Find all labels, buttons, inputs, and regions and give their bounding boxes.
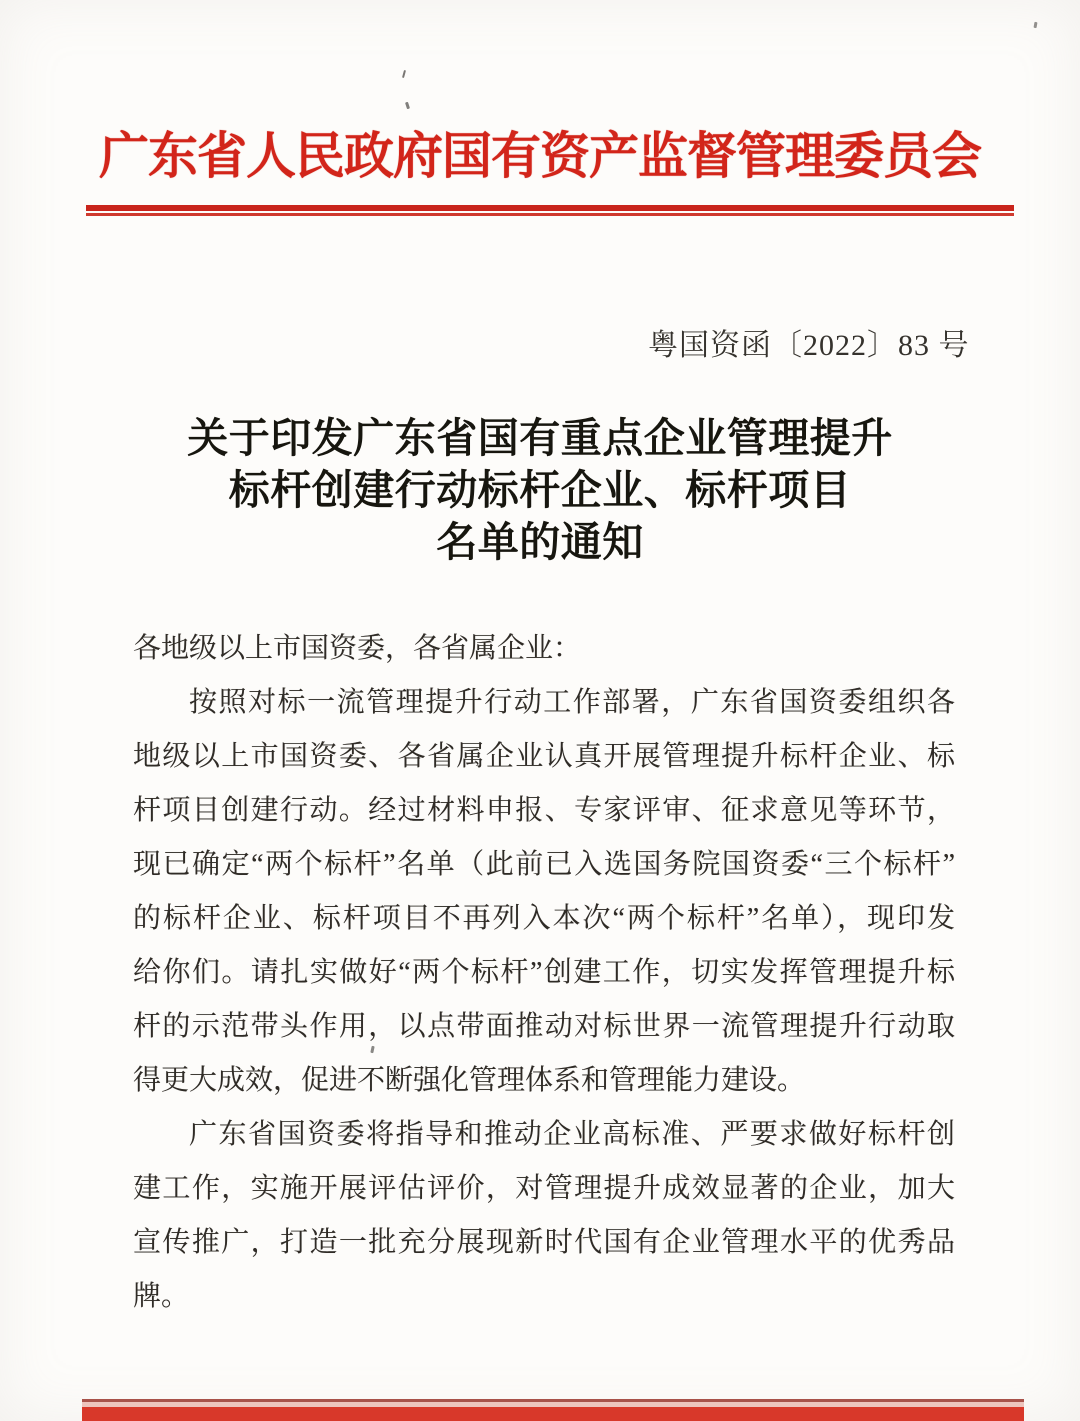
body-line: 杆的示范带头作用，以点带面推动对标世界一流管理提升行动取 (133, 1011, 955, 1042)
scan-speck (405, 102, 410, 110)
letterhead-double-rule (86, 205, 1014, 216)
body-line: 地级以上市国资委、各省属企业认真开展管理提升标杆企业、标 (133, 741, 955, 772)
body-line: 得更大成效，促进不断强化管理体系和管理能力建设。 (133, 1065, 806, 1096)
issuing-authority-letterhead: 广东省人民政府国有资产监督管理委员会 (99, 128, 981, 184)
body-line: 给你们。请扎实做好“两个标杆”创建工作，切实发挥管理提升标 (133, 957, 955, 988)
salutation-line: 各地级以上市国资委，各省属企业： (133, 633, 582, 664)
body-line: 的标杆企业、标杆项目不再列入本次“两个标杆”名单），现印发 (133, 903, 955, 934)
document-body (133, 622, 955, 1324)
document-reference-number: 粤国资函〔2022〕83 号 (648, 329, 970, 362)
title-line-3: 名单的通知 (436, 519, 644, 565)
title-line-2: 标杆创建行动标杆企业、标杆项目 (228, 467, 852, 513)
body-line: 广东省国资委将指导和推动企业高标准、严要求做好标杆创 (189, 1119, 955, 1150)
scan-speck (1034, 22, 1038, 28)
footer-double-rule (82, 1399, 1024, 1421)
document-title (0, 412, 1080, 568)
rule-thin-band (86, 213, 1014, 216)
body-line: 牌。 (133, 1281, 190, 1312)
body-line: 按照对标一流管理提升行动工作部署，广东省国资委组织各 (189, 687, 955, 718)
body-line: 建工作，实施开展评估评价，对管理提升成效显著的企业，加大 (133, 1173, 955, 1204)
body-line: 杆项目创建行动。经过材料申报、专家评审、征求意见等环节， (133, 795, 955, 826)
scan-speck (402, 70, 406, 78)
body-line: 宣传推广，打造一批充分展现新时代国有企业管理水平的优秀品 (133, 1227, 955, 1258)
body-line: 现已确定“两个标杆”名单（此前已入选国务院国资委“三个标杆” (133, 849, 955, 880)
footer-rule-thick-band (82, 1407, 1024, 1421)
title-line-1: 关于印发广东省国有重点企业管理提升 (187, 415, 893, 461)
